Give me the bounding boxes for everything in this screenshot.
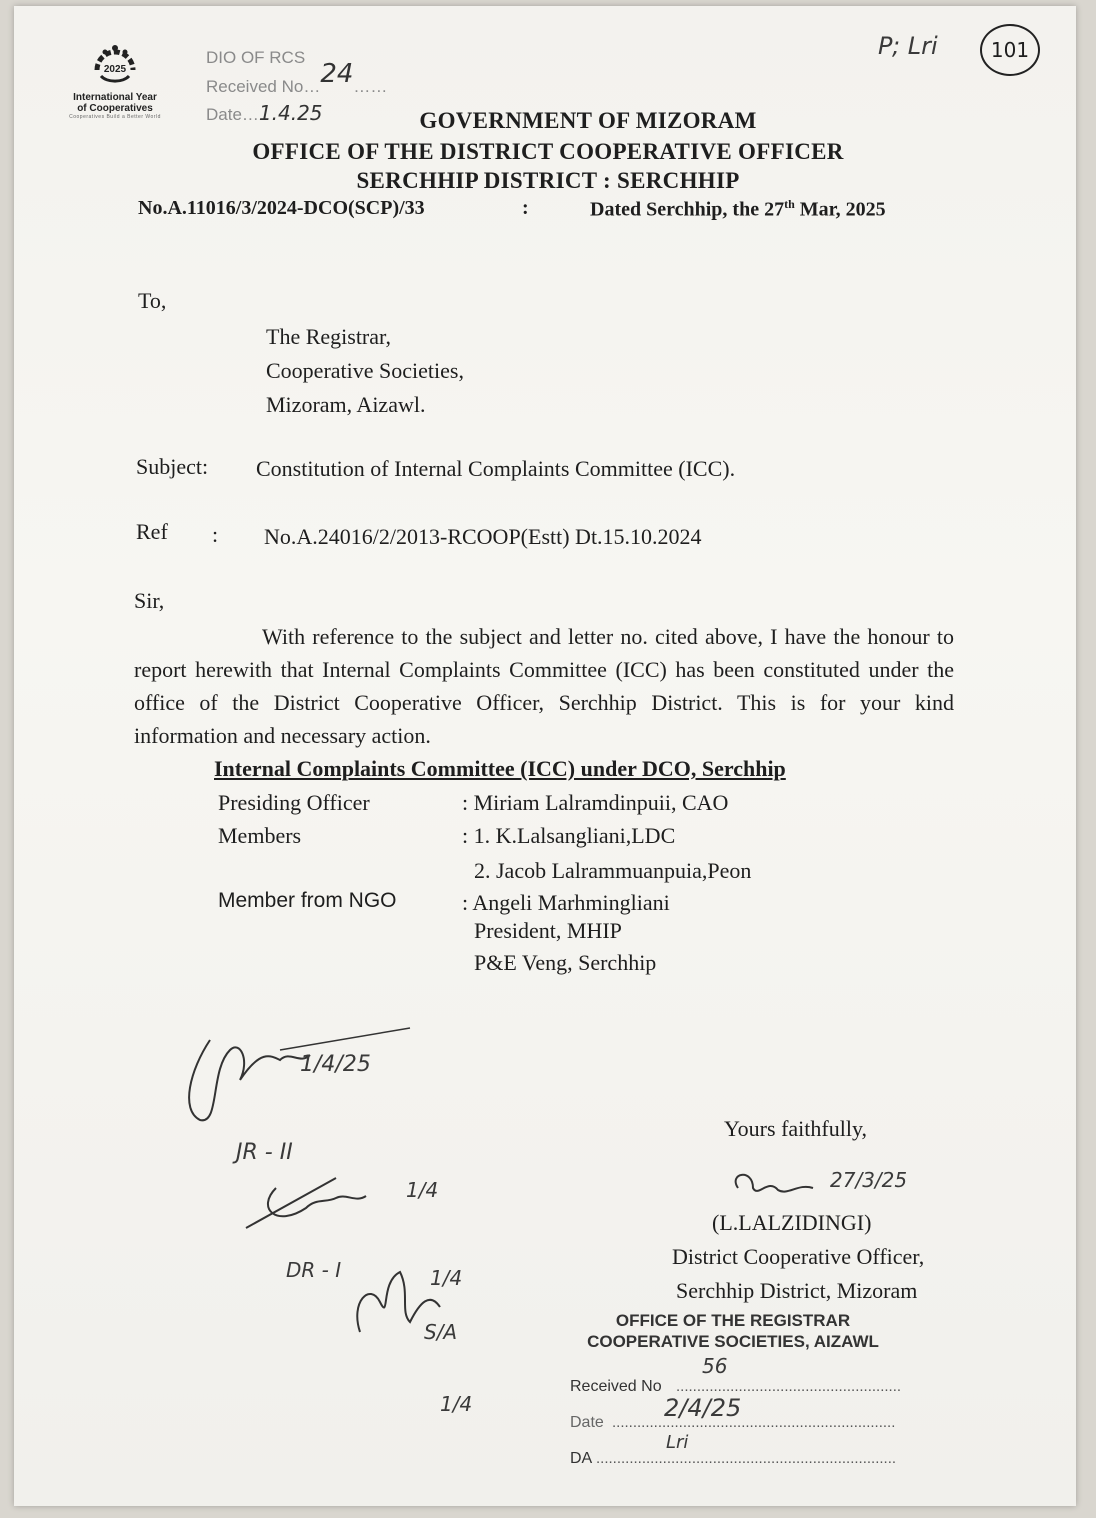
ref-text: No.A.24016/2/2013-RCOOP(Estt) Dt.15.10.2024	[264, 524, 702, 549]
signatory-place: Serchhip District, Mizoram	[676, 1278, 918, 1303]
icc-role: Members	[218, 823, 302, 848]
icc-value: P&E Veng, Serchhip	[474, 950, 657, 975]
letter-date: Dated Serchhip, the 27th Mar, 2025	[590, 197, 886, 221]
icc-value: President, MHIP	[474, 918, 622, 943]
icc-value: : Angeli Marhmingliani	[462, 890, 670, 915]
jr-label: JR - II	[236, 1140, 293, 1165]
icc-role: Member from NGO	[218, 889, 397, 912]
stamp-received-label: Received No	[206, 77, 304, 96]
header-office: OFFICE OF THE DISTRICT COOPERATIVE OFFICER	[252, 139, 844, 164]
subject-text: Constitution of Internal Complaints Committee (ICC).	[256, 456, 736, 481]
dr-date: 1/4	[430, 1266, 463, 1290]
icc-role: Presiding Officer	[218, 790, 370, 815]
letter-number-colon: :	[522, 197, 529, 219]
receipt-no-row: 56 Received No ......................................................	[570, 1354, 902, 1395]
sa-initials: S/A	[424, 1320, 458, 1344]
receipt-societies: COOPERATIVE SOCIETIES, AIZAWL	[587, 1332, 879, 1351]
receipt-da-row: Lri DA ........................................................................	[570, 1432, 897, 1467]
jr-date: 1/4	[406, 1178, 439, 1202]
receipt-no-value: 56	[702, 1354, 728, 1378]
header-government: GOVERNMENT OF MIZORAM	[419, 108, 757, 133]
icc-title: Internal Complaints Committee (ICC) under DCO, Serchhip	[214, 756, 786, 781]
body-paragraph: With reference to the subject and letter no. cited above, I have the honour to report herewith that Internal Complaints Committee (ICC) has been constituted under the office of the District Cooperative Officer, Serchhip District. This is for your kind information and necessary action.	[134, 624, 954, 748]
logo-line1: International Year	[73, 92, 157, 103]
ref-colon: :	[212, 522, 219, 547]
ref-label: Ref	[136, 519, 168, 544]
receipt-da-value: Lri	[666, 1432, 689, 1453]
receipt-no-label: Received No	[570, 1378, 662, 1395]
receipt-date-row: 2/4/25 Date ....................................................................	[570, 1394, 896, 1431]
icc-value: 2. Jacob Lalrammuanpuia,Peon	[474, 858, 752, 883]
stamp-date-label: Date	[206, 105, 242, 124]
receipt-stamp	[568, 1310, 902, 1476]
receipt-office: OFFICE OF THE REGISTRAR	[615, 1311, 851, 1330]
receipt-da-label: DA	[570, 1450, 593, 1467]
addressee-line: Mizoram, Aizawl.	[266, 392, 426, 417]
letter-number: No.A.11016/3/2024-DCO(SCP)/33	[138, 197, 425, 219]
stamp-date-value: 1.4.25	[258, 101, 323, 125]
receipt-date-label: Date	[570, 1414, 604, 1431]
bottom-initial: 1/4	[440, 1392, 473, 1416]
stamp-office: DIO OF RCS	[206, 48, 306, 67]
sig1-date: 1/4/25	[300, 1052, 371, 1077]
header-district: SERCHHIP DISTRICT : SERCHHIP	[356, 168, 740, 193]
iyc-emblem-icon	[83, 40, 147, 92]
icc-value: : 1. K.Lalsangliani,LDC	[462, 823, 676, 848]
logo-year: 2025	[103, 64, 127, 75]
addressee-line: The Registrar,	[266, 324, 391, 349]
stamp-received-value: 24	[320, 59, 354, 89]
closing: Yours faithfully,	[724, 1116, 868, 1141]
icc-value: : Miriam Lalramdinpuii, CAO	[462, 790, 729, 815]
top-right-initial: P; Lri	[878, 32, 938, 60]
signatory-name: (L.LALZIDINGI)	[712, 1210, 872, 1235]
received-stamp-top: DIO OF RCS Received No…24…… Date…1.4.25	[206, 44, 387, 128]
logo-tagline: Cooperatives Build a Better World	[69, 114, 161, 120]
salutation: Sir,	[134, 588, 165, 613]
to-label: To,	[138, 288, 167, 313]
addressee	[266, 320, 464, 422]
logo-line2: of Cooperatives	[77, 103, 153, 114]
officer-sig-date: 27/3/25	[830, 1168, 908, 1192]
receipt-date-value: 2/4/25	[664, 1394, 742, 1422]
dr-label: DR - I	[286, 1258, 342, 1282]
page-number-circle: 101	[980, 24, 1040, 76]
addressee-line: Cooperative Societies,	[266, 358, 464, 383]
signatory-title: District Cooperative Officer,	[672, 1244, 925, 1269]
subject-label: Subject:	[136, 454, 209, 479]
